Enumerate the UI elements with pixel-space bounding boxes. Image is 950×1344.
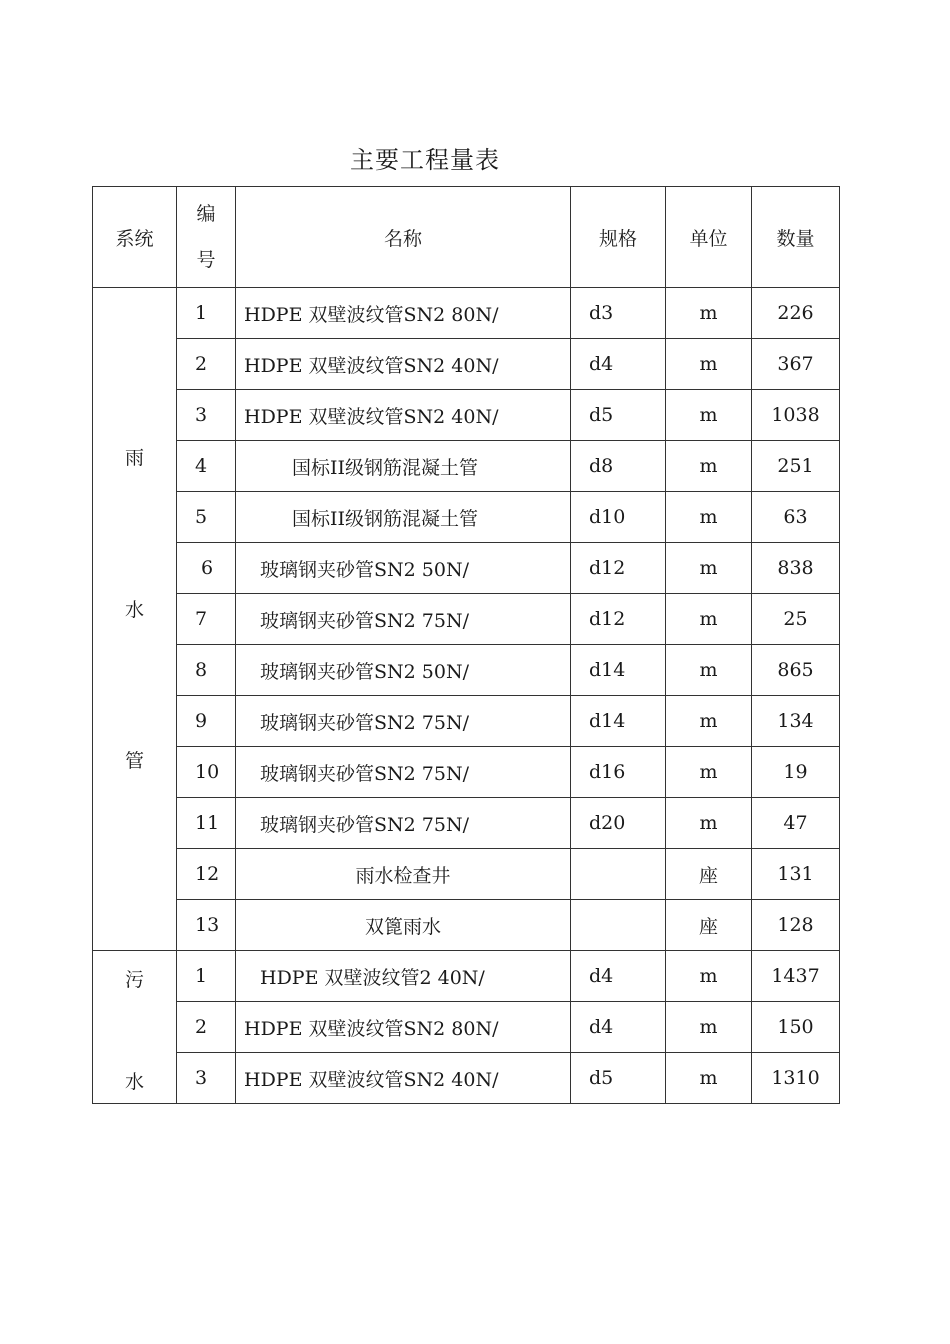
row-spec: d14 bbox=[571, 645, 666, 696]
table-row bbox=[93, 696, 840, 747]
row-unit: m bbox=[666, 1053, 752, 1104]
row-no: 2 bbox=[177, 339, 236, 390]
row-qty: 47 bbox=[752, 798, 840, 849]
table-row bbox=[93, 1053, 840, 1104]
table-header-row bbox=[93, 187, 840, 288]
row-name: 双篦雨水 bbox=[236, 900, 571, 951]
row-spec bbox=[571, 900, 666, 951]
system-cell-sewage bbox=[93, 951, 177, 1104]
row-unit: m bbox=[666, 645, 752, 696]
header-spec: 规格 bbox=[571, 187, 666, 288]
row-qty: 1437 bbox=[752, 951, 840, 1002]
page-title: 主要工程量表 bbox=[350, 146, 500, 174]
row-unit: m bbox=[666, 696, 752, 747]
table-row bbox=[93, 645, 840, 696]
row-no: 13 bbox=[177, 900, 236, 951]
row-spec: d8 bbox=[571, 441, 666, 492]
row-no: 2 bbox=[177, 1002, 236, 1053]
row-name: HDPE 双壁波纹管2 40N/ bbox=[236, 951, 571, 1002]
table-row bbox=[93, 900, 840, 951]
row-name: 国标II级钢筋混凝土管 bbox=[236, 492, 571, 543]
table-row bbox=[93, 492, 840, 543]
row-unit: m bbox=[666, 1002, 752, 1053]
row-name: HDPE 双壁波纹管SN2 40N/ bbox=[236, 1053, 571, 1104]
table-row bbox=[93, 951, 840, 1002]
row-unit: m bbox=[666, 951, 752, 1002]
row-no: 7 bbox=[177, 594, 236, 645]
row-qty: 1310 bbox=[752, 1053, 840, 1104]
row-no: 1 bbox=[177, 288, 236, 339]
row-name: HDPE 双壁波纹管SN2 40N/ bbox=[236, 339, 571, 390]
header-no-line1: 编 bbox=[196, 203, 216, 225]
row-unit: m bbox=[666, 339, 752, 390]
row-no: 8 bbox=[177, 645, 236, 696]
row-qty: 1038 bbox=[752, 390, 840, 441]
header-system: 系统 bbox=[93, 187, 177, 288]
system-char: 水 bbox=[124, 599, 144, 621]
row-qty: 838 bbox=[752, 543, 840, 594]
header-unit: 单位 bbox=[666, 187, 752, 288]
row-unit: m bbox=[666, 492, 752, 543]
row-spec: d16 bbox=[571, 747, 666, 798]
system-char: 水 bbox=[124, 1071, 144, 1093]
row-spec: d4 bbox=[571, 1002, 666, 1053]
system-char: 雨 bbox=[124, 447, 144, 469]
table-row bbox=[93, 288, 840, 339]
row-spec bbox=[571, 849, 666, 900]
row-name: 玻璃钢夹砂管SN2 75N/ bbox=[236, 696, 571, 747]
row-no: 6 bbox=[177, 543, 236, 594]
row-qty: 226 bbox=[752, 288, 840, 339]
row-spec: d12 bbox=[571, 543, 666, 594]
row-name: 雨水检查井 bbox=[236, 849, 571, 900]
row-name: 国标II级钢筋混凝土管 bbox=[236, 441, 571, 492]
row-no: 11 bbox=[177, 798, 236, 849]
table-row bbox=[93, 390, 840, 441]
row-spec: d10 bbox=[571, 492, 666, 543]
row-no: 3 bbox=[177, 390, 236, 441]
row-qty: 134 bbox=[752, 696, 840, 747]
quantity-table bbox=[92, 186, 840, 1104]
row-unit: m bbox=[666, 747, 752, 798]
row-name: 玻璃钢夹砂管SN2 75N/ bbox=[236, 594, 571, 645]
row-spec: d5 bbox=[571, 1053, 666, 1104]
row-no: 5 bbox=[177, 492, 236, 543]
row-no: 12 bbox=[177, 849, 236, 900]
row-spec: d12 bbox=[571, 594, 666, 645]
system-char: 管 bbox=[124, 750, 144, 772]
row-unit: m bbox=[666, 798, 752, 849]
table-row bbox=[93, 747, 840, 798]
row-name: HDPE 双壁波纹管SN2 80N/ bbox=[236, 1002, 571, 1053]
row-unit: m bbox=[666, 288, 752, 339]
row-unit: m bbox=[666, 441, 752, 492]
row-qty: 251 bbox=[752, 441, 840, 492]
header-no-line2: 号 bbox=[196, 249, 216, 271]
row-name: 玻璃钢夹砂管SN2 50N/ bbox=[236, 543, 571, 594]
table-row bbox=[93, 339, 840, 390]
row-name: HDPE 双壁波纹管SN2 80N/ bbox=[236, 288, 571, 339]
row-qty: 131 bbox=[752, 849, 840, 900]
row-spec: d14 bbox=[571, 696, 666, 747]
row-spec: d5 bbox=[571, 390, 666, 441]
row-no: 4 bbox=[177, 441, 236, 492]
table-row bbox=[93, 543, 840, 594]
row-qty: 128 bbox=[752, 900, 840, 951]
row-no: 3 bbox=[177, 1053, 236, 1104]
row-name: 玻璃钢夹砂管SN2 50N/ bbox=[236, 645, 571, 696]
row-spec: d20 bbox=[571, 798, 666, 849]
row-qty: 367 bbox=[752, 339, 840, 390]
header-name: 名称 bbox=[236, 187, 571, 288]
system-char: 污 bbox=[124, 969, 144, 991]
row-unit: m bbox=[666, 543, 752, 594]
table-row bbox=[93, 441, 840, 492]
row-no: 9 bbox=[177, 696, 236, 747]
row-qty: 150 bbox=[752, 1002, 840, 1053]
table-body bbox=[93, 288, 840, 1104]
row-name: 玻璃钢夹砂管SN2 75N/ bbox=[236, 747, 571, 798]
header-no bbox=[177, 187, 236, 288]
row-name: 玻璃钢夹砂管SN2 75N/ bbox=[236, 798, 571, 849]
row-spec: d4 bbox=[571, 951, 666, 1002]
table-row bbox=[93, 1002, 840, 1053]
row-unit: m bbox=[666, 390, 752, 441]
row-qty: 865 bbox=[752, 645, 840, 696]
table-row bbox=[93, 594, 840, 645]
row-qty: 19 bbox=[752, 747, 840, 798]
header-qty: 数量 bbox=[752, 187, 840, 288]
row-spec: d3 bbox=[571, 288, 666, 339]
row-spec: d4 bbox=[571, 339, 666, 390]
system-cell-rain bbox=[93, 288, 177, 951]
table-row bbox=[93, 798, 840, 849]
row-qty: 25 bbox=[752, 594, 840, 645]
row-unit: 座 bbox=[666, 900, 752, 951]
row-no: 1 bbox=[177, 951, 236, 1002]
row-qty: 63 bbox=[752, 492, 840, 543]
row-name: HDPE 双壁波纹管SN2 40N/ bbox=[236, 390, 571, 441]
table-row bbox=[93, 849, 840, 900]
row-no: 10 bbox=[177, 747, 236, 798]
row-unit: 座 bbox=[666, 849, 752, 900]
row-unit: m bbox=[666, 594, 752, 645]
